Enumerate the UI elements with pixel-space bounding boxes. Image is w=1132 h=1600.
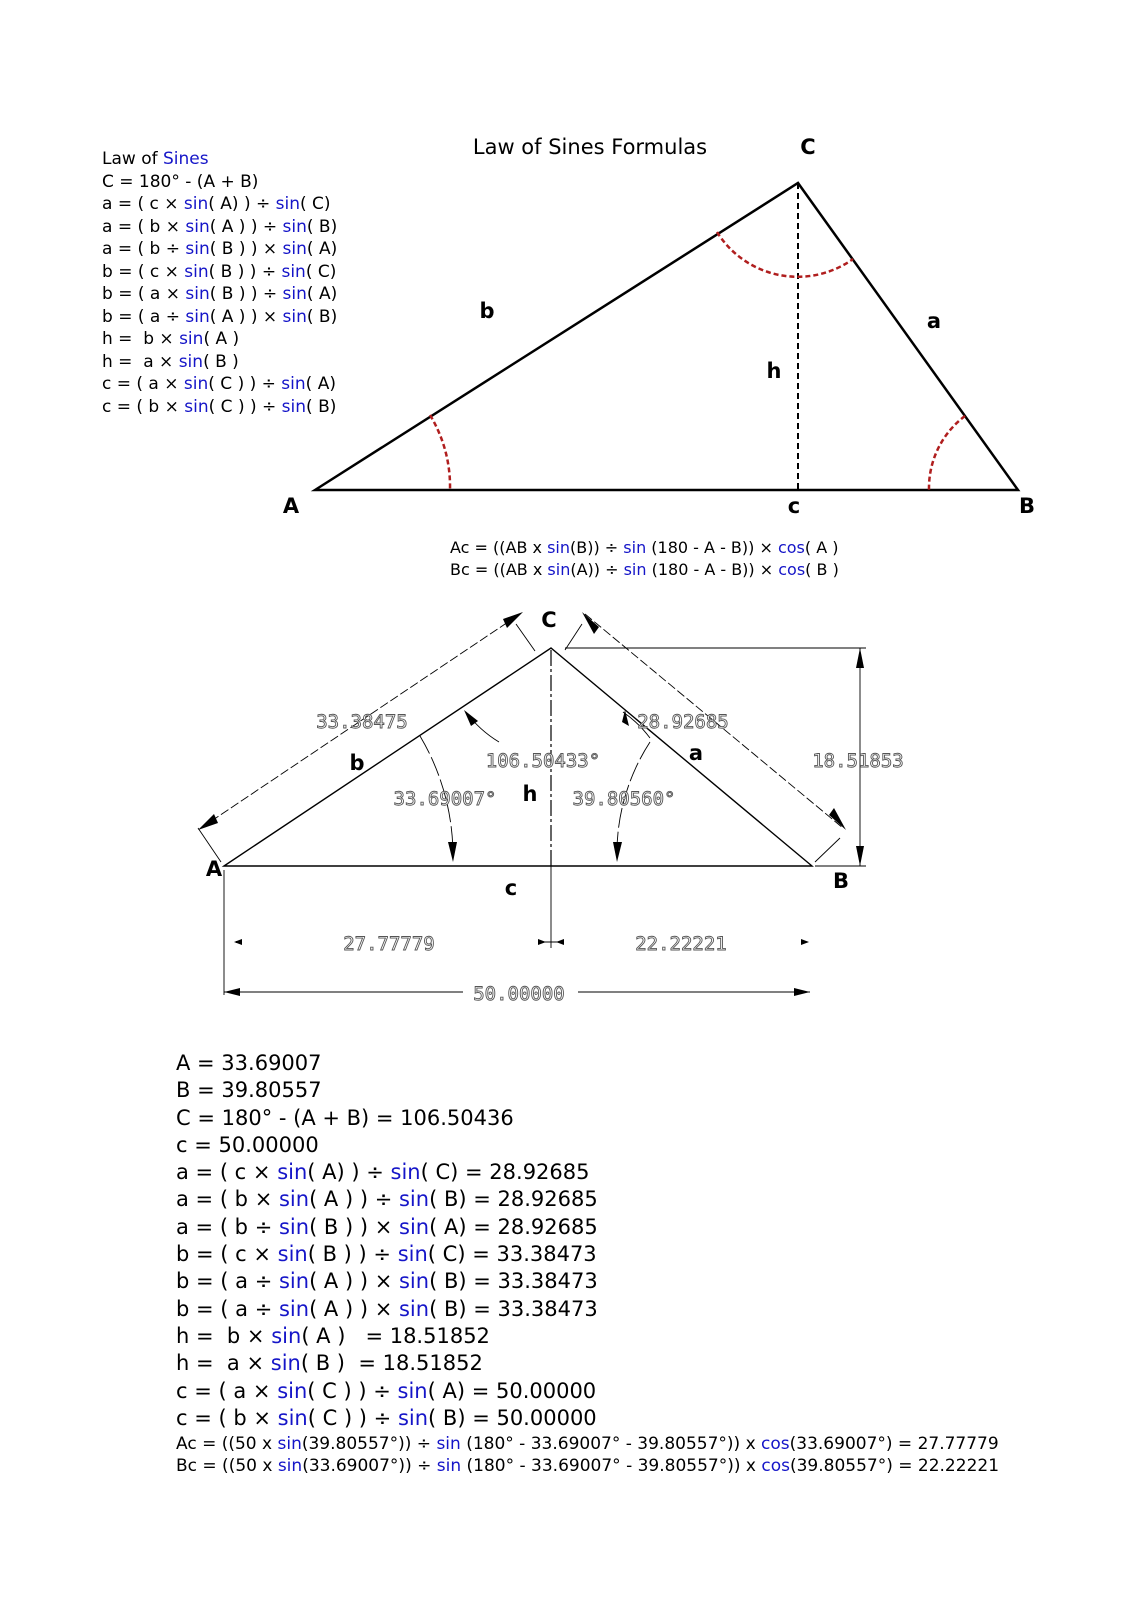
formula-text: ( B): [306, 216, 338, 237]
formula-text: ( C ) ) ÷: [208, 396, 282, 417]
worked-calculation-list: [176, 1050, 598, 1432]
function-name: sin: [183, 194, 209, 214]
function-name: sin: [179, 329, 204, 349]
formula-text: (33.69007°)) ÷: [302, 1456, 437, 1476]
cad-side-a-label: a: [688, 741, 704, 765]
function-name: sin: [436, 1456, 462, 1476]
function-name: sin: [390, 1160, 421, 1185]
formula-text: (180° - 33.69007° - 39.80557°)) x: [460, 1434, 762, 1454]
formula-text: a = ( c ×: [102, 194, 184, 214]
function-name: sin: [184, 396, 209, 417]
formula-text: c = ( b ×: [102, 396, 185, 417]
formula-line: [176, 1214, 598, 1241]
formula-text: A = 33.69007: [176, 1051, 322, 1075]
angle-a-value: 33.69007°: [393, 788, 497, 810]
formula-text: ( B): [306, 396, 337, 417]
formula-text: h = a ×: [176, 1351, 271, 1376]
formula-line: [176, 1132, 598, 1159]
formula-text: C = 180° - (A + B): [102, 171, 259, 192]
formula-line: [176, 1159, 598, 1186]
formula-text: ( C): [305, 261, 337, 282]
function-name: sin: [277, 1378, 308, 1403]
formula-line: [176, 1405, 598, 1432]
function-name: sin: [277, 1242, 308, 1267]
dim-c-value: 50.00000: [473, 983, 565, 1005]
function-name: sin: [178, 351, 204, 372]
function-name: sin: [282, 284, 307, 304]
formula-text: c = 50.00000: [176, 1132, 319, 1157]
formula-text: b = ( c ×: [176, 1242, 278, 1267]
formula-line: [176, 1378, 598, 1405]
cad-vertex-b-label: B: [832, 869, 850, 893]
cad-triangle: [198, 608, 904, 1005]
formula-text: Bc = ((50 x: [176, 1456, 278, 1476]
formula-text: (39.80557°)) ÷: [301, 1434, 437, 1454]
formula-text: (180 - A - B)) ×: [646, 538, 778, 557]
formula-text: (B)) ÷: [570, 538, 624, 557]
function-name: sin: [271, 1323, 302, 1348]
angle-c-arc: [717, 232, 853, 277]
formula-text: ( C) = 33.38473: [427, 1242, 597, 1267]
formula-text: b = ( a ÷: [176, 1269, 279, 1294]
formula-text: Bc = ((AB x: [450, 560, 548, 579]
formula-line: [176, 1077, 598, 1104]
formula-text: ( B) = 28.92685: [429, 1187, 598, 1212]
formula-text: a = ( b ×: [102, 216, 186, 237]
dim-a-value: 28.92685: [637, 711, 729, 733]
function-name: sin: [397, 1405, 429, 1430]
top-height-label: h: [766, 359, 782, 383]
formula-text: c = ( a ×: [176, 1378, 278, 1403]
formula-text: c = ( b ×: [176, 1405, 278, 1430]
function-name: sin: [277, 1405, 308, 1430]
dim-ac-value: 27.77779: [343, 933, 435, 955]
function-name: sin: [436, 1434, 461, 1454]
function-name: sin: [399, 1214, 430, 1239]
formula-text: ( B) = 33.38473: [429, 1269, 598, 1294]
formula-text: (180° - 33.69007° - 39.80557°)) x: [461, 1456, 762, 1476]
formula-text: b = ( a ÷: [176, 1296, 279, 1321]
formula-line: [176, 1268, 598, 1295]
formula-text: b = ( a ÷: [102, 306, 186, 327]
angle-c-value: 106.50433°: [485, 750, 601, 772]
function-name: sin: [282, 216, 307, 237]
function-name: sin: [623, 560, 647, 579]
formula-text: ( B ) ) ÷: [208, 261, 282, 282]
formula-text: ( A): [306, 284, 338, 304]
angle-a-arc: [430, 415, 450, 490]
function-name: cos: [777, 538, 805, 557]
formula-text: ( A ) ) ×: [309, 1296, 399, 1321]
formula-text: ( A ) ) ÷: [209, 216, 283, 237]
formula-text: ( A) ) ÷: [307, 1160, 391, 1185]
formula-text: b = ( c ×: [102, 261, 185, 282]
formula-line: [450, 559, 839, 581]
top-triangle-outline: [315, 183, 1018, 490]
function-name: sin: [270, 1351, 301, 1376]
formula-text: (180 - A - B)) ×: [646, 560, 779, 579]
top-side-a-label: a: [926, 309, 942, 333]
cad-height-label: h: [522, 782, 538, 806]
formula-text: ( A): [305, 374, 336, 394]
formula-text: a = ( b ÷: [102, 239, 186, 259]
formula-text: ( A ) ) ÷: [309, 1187, 399, 1212]
formula-text: Law of: [102, 149, 163, 169]
function-name: sin: [278, 1269, 310, 1294]
formula-text: ( A ): [203, 329, 240, 349]
cad-vertex-c-label: C: [541, 608, 557, 632]
formula-text: ( C): [300, 194, 331, 214]
formula-text: ( A ): [804, 538, 839, 557]
function-name: sin: [398, 1187, 430, 1212]
cad-side-b-label: b: [349, 751, 365, 775]
function-name: sin: [281, 396, 307, 417]
function-name: sin: [547, 560, 571, 579]
formula-text: ( A ) ) ×: [309, 1269, 399, 1294]
formula-text: ( B ) = 18.51852: [300, 1351, 483, 1376]
formula-text: ( B): [306, 306, 338, 327]
function-name: sin: [185, 284, 210, 304]
function-name: cos: [761, 1456, 790, 1476]
page-title: Law of Sines Formulas: [472, 135, 708, 159]
formula-text: (39.80557°) = 22.22221: [789, 1456, 1000, 1476]
function-name: sin: [277, 1434, 302, 1454]
cad-vertex-a-label: A: [205, 857, 223, 881]
formula-text: a = ( c ×: [176, 1160, 278, 1185]
dim-b-value: 33.38475: [316, 711, 408, 733]
function-name: sin: [623, 538, 647, 557]
function-name: cos: [761, 1434, 790, 1454]
function-name: cos: [778, 560, 806, 579]
function-name: sin: [398, 1296, 430, 1321]
formula-text: ( C ) ) ÷: [307, 1405, 398, 1430]
function-name: sin: [184, 261, 209, 282]
formula-text: ( B ): [203, 351, 239, 372]
formula-text: ( B) = 33.38473: [429, 1296, 598, 1321]
formula-line: [176, 1296, 598, 1323]
formula-text: (33.69007°) = 27.77779: [789, 1434, 999, 1454]
dim-a-group: [565, 612, 846, 862]
function-name: sin: [278, 1214, 310, 1239]
top-vertex-c-label: C: [800, 135, 816, 159]
angle-b-arc: [929, 416, 965, 490]
function-name: sin: [185, 216, 210, 237]
formula-text: h = a ×: [102, 351, 179, 372]
function-name: sin: [183, 374, 209, 394]
formula-text: a = ( b ×: [176, 1187, 279, 1212]
function-name: sin: [281, 261, 306, 282]
formula-text: h = b ×: [176, 1323, 272, 1348]
function-name: sin: [397, 1378, 428, 1403]
formula-text: ( B ) ) ÷: [307, 1242, 398, 1267]
formula-text: C = 180° - (A + B) = 106.50436: [176, 1105, 514, 1130]
formula-text: ( A ) ) ×: [209, 306, 283, 327]
top-triangle: [283, 135, 1035, 518]
cad-side-c-label: c: [504, 876, 518, 900]
formula-line: [176, 1433, 999, 1455]
formula-line: [450, 537, 839, 559]
formula-text: a = ( b ÷: [176, 1214, 279, 1239]
formula-line: [176, 1350, 598, 1377]
formula-line: [176, 1050, 598, 1077]
function-name: sin: [398, 1269, 430, 1294]
formula-text: ( B ): [805, 560, 839, 579]
function-name: sin: [278, 1187, 310, 1212]
function-name: sin: [282, 239, 307, 259]
top-vertex-b-label: B: [1018, 494, 1036, 518]
formula-text: ( A) = 28.92685: [429, 1214, 598, 1239]
projection-calculation-list: [176, 1433, 999, 1477]
formula-text: Ac = ((AB x: [450, 538, 548, 557]
formula-line: [176, 1323, 598, 1350]
function-name: sin: [185, 306, 210, 327]
formula-text: b = ( a ×: [102, 284, 186, 304]
projection-formula-list: [450, 537, 839, 581]
formula-text: ( B ) ) ×: [209, 239, 283, 259]
formula-text: c = ( a ×: [102, 374, 184, 394]
function-name: sin: [275, 194, 301, 214]
formula-text: ( A): [306, 239, 338, 259]
function-name: sin: [277, 1456, 303, 1476]
dim-h-value: 18.51853: [812, 750, 904, 772]
function-name: Sines: [163, 149, 209, 169]
formula-text: ( A ) = 18.51852: [301, 1323, 490, 1348]
function-name: sin: [277, 1160, 308, 1185]
formula-text: ( B ) ) ÷: [209, 284, 283, 304]
function-name: sin: [547, 538, 571, 557]
formula-line: [176, 1186, 598, 1213]
function-name: sin: [185, 239, 210, 259]
top-vertex-a-label: A: [282, 494, 300, 518]
formula-text: ( B ) ) ×: [309, 1214, 400, 1239]
function-name: sin: [278, 1296, 310, 1321]
formula-line: [176, 1241, 598, 1268]
formula-text: ( C ) ) ÷: [307, 1378, 398, 1403]
formula-line: [176, 1105, 598, 1132]
dim-bc-value: 22.22221: [635, 933, 727, 955]
angle-b-value: 39.80560°: [572, 788, 676, 810]
formula-text: ( C) = 28.92685: [420, 1160, 590, 1185]
function-name: sin: [281, 374, 306, 394]
top-side-c-label: c: [787, 494, 801, 518]
top-side-b-label: b: [479, 299, 495, 323]
formula-text: ( B) = 50.00000: [428, 1405, 597, 1430]
dim-b-group: [198, 612, 535, 862]
formula-text: ( C ) ) ÷: [208, 374, 282, 394]
formula-text: B = 39.80557: [176, 1078, 322, 1103]
formula-text: (A)) ÷: [570, 560, 624, 579]
formula-text: ( A) ) ÷: [208, 194, 276, 214]
formula-text: h = b ×: [102, 329, 180, 349]
formula-line: [176, 1455, 999, 1477]
function-name: sin: [282, 306, 307, 327]
function-name: sin: [397, 1242, 428, 1267]
formula-text: ( A) = 50.00000: [427, 1378, 597, 1403]
formula-text: Ac = ((50 x: [176, 1434, 278, 1454]
